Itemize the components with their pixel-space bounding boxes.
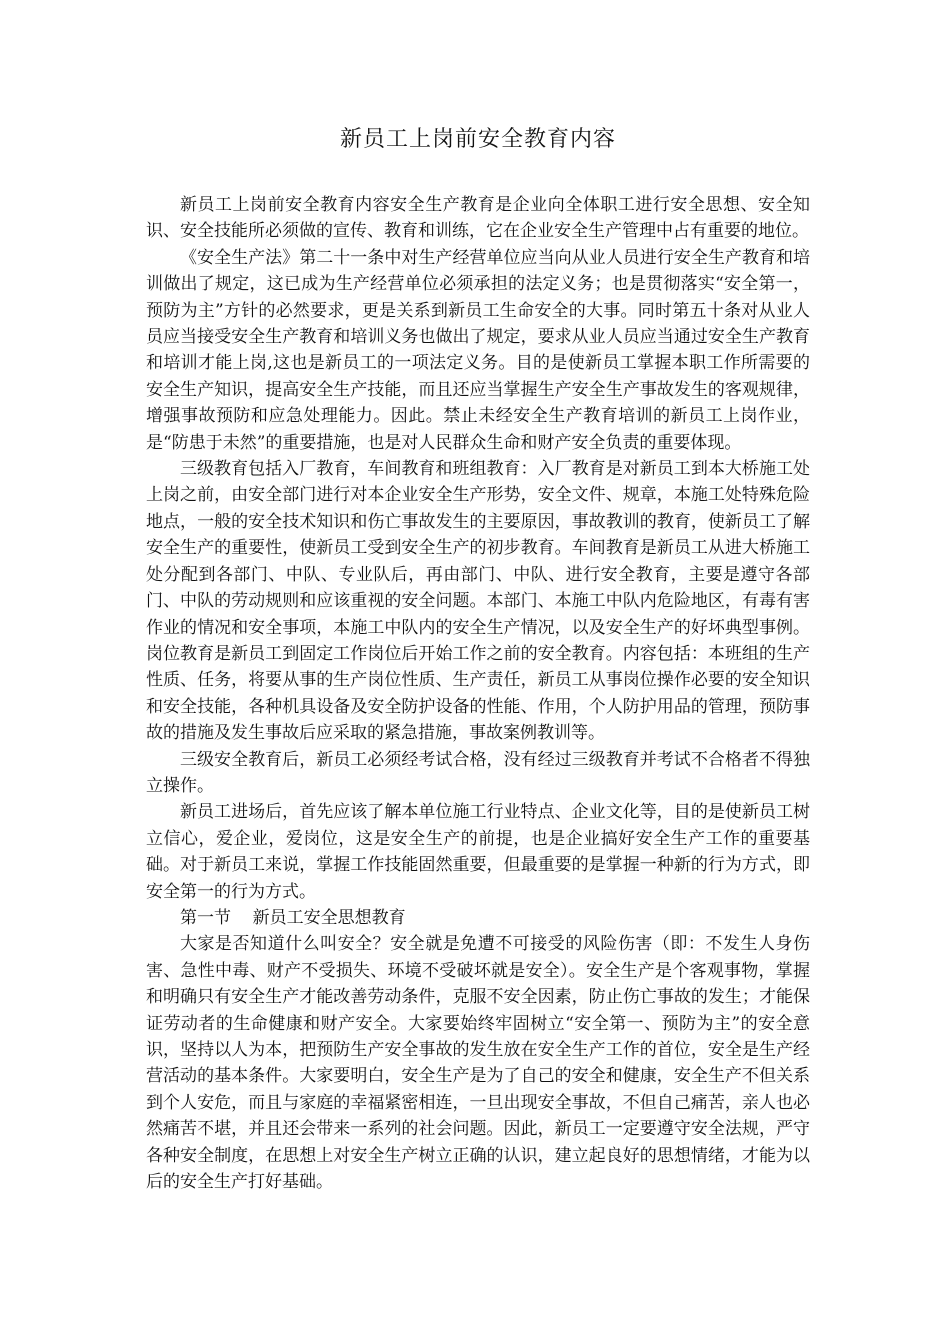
- document-title: 新员工上岗前安全教育内容: [339, 127, 616, 152]
- paragraph-exam-requirement: 三级安全教育后，新员工必须经考试合格，没有经过三级教育并考试不合格者不得独立操作。: [146, 749, 810, 796]
- section-heading: 第一节 新员工安全思想教育: [180, 907, 406, 928]
- paragraph-safety-mindset: 大家是否知道什么叫安全？安全就是免遭不可接受的风险伤害（即：不发生人身伤害、急性中毒、财产不受损失、环境不受破坏就是安全）。安全生产是个客观事物，掌握和明确只有安全生产才能改善劳动条件，克服不安全因素，防止伤亡事故的发生；才能保证劳动者的生命健康和财产安全。大家要始终牢固树立“安全第一、预防为主”的安全意识，坚持以人为本，把预防生产安全事故的发生放在安全生产工作的首位，安全是生产经营活动的基本条件。大家要明白，安全生产是为了自己的安全和健康，安全生产不但关系到个人安危，而且与家庭的幸福紧密相连，一旦出现安全事故，不但自己痛苦，亲人也必然痛苦不堪，并且还会带来一系列的社会问题。因此，新员工一定要遵守安全法规，严守各种安全制度，在思想上对安全生产树立正确的认识，建立起良好的思想情绪，才能为以后的安全生产打好基础。: [146, 934, 810, 1193]
- paragraph-onboarding: 新员工进场后，首先应该了解本单位施工行业特点、企业文化等，目的是使新员工树立信心，爱企业，爱岗位，这是安全生产的前提，也是企业搞好安全生产工作的重要基础。对于新员工来说，掌握工作技能固然重要，但最重要的是掌握一种新的行为方式，即安全第一的行为方式。: [146, 802, 810, 902]
- paragraph-three-level-education: 三级教育包括入厂教育，车间教育和班组教育：入厂教育是对新员工到本大桥施工处上岗之前，由安全部门进行对本企业安全生产形势，安全文件、规章，本施工处特殊危险地点，一般的安全技术知识和伤亡事故发生的主要原因，事故教训的教育，使新员工了解安全生产的重要性，使新员工受到安全生产的初步教育。车间教育是新员工从进大桥施工处分配到各部门、中队、专业队后，再由部门、中队、进行安全教育，主要是遵守各部门、中队的劳动规则和应该重视的安全问题。本部门、本施工中队内危险地区，有毒有害作业的情况和安全事项，本施工中队内的安全生产情况，以及安全生产的好坏典型事例。岗位教育是新员工到固定工作岗位后开始工作之前的安全教育。内容包括：本班组的生产性质、任务，将要从事的生产岗位性质、生产责任，新员工从事岗位操作必要的安全知识和安全技能，各种机具设备及安全防护设备的性能、作用，个人防护用品的管理，预防事故的措施及发生事故后应采取的紧急措施，事故案例教训等。: [146, 459, 810, 744]
- paragraph-safety-law: 《安全生产法》第二十一条中对生产经营单位应当向从业人员进行安全生产教育和培训做出了规定，这已成为生产经营单位必须承担的法定义务；也是贯彻落实“安全第一，预防为主”方针的必然要求，更是关系到新员工生命安全的大事。同时第五十条对从业人员应当接受安全生产教育和培训义务也做出了规定，要求从业人员应当通过安全生产教育和培训才能上岗,这也是新员工的一项法定义务。目的是使新员工掌握本职工作所需要的安全生产知识，提高安全生产技能，而且还应当掌握生产安全生产事故发生的客观规律，增强事故预防和应急处理能力。因此。禁止未经安全生产教育培训的新员工上岗作业，是“防患于未然”的重要措施，也是对人民群众生命和财产安全负责的重要体现。: [146, 247, 810, 453]
- document-page: [146, 122, 810, 1195]
- paragraph-intro: 新员工上岗前安全教育内容安全生产教育是企业向全体职工进行安全思想、安全知识、安全技能所必须做的宣传、教育和训练，它在企业安全生产管理中占有重要的地位。: [146, 195, 810, 242]
